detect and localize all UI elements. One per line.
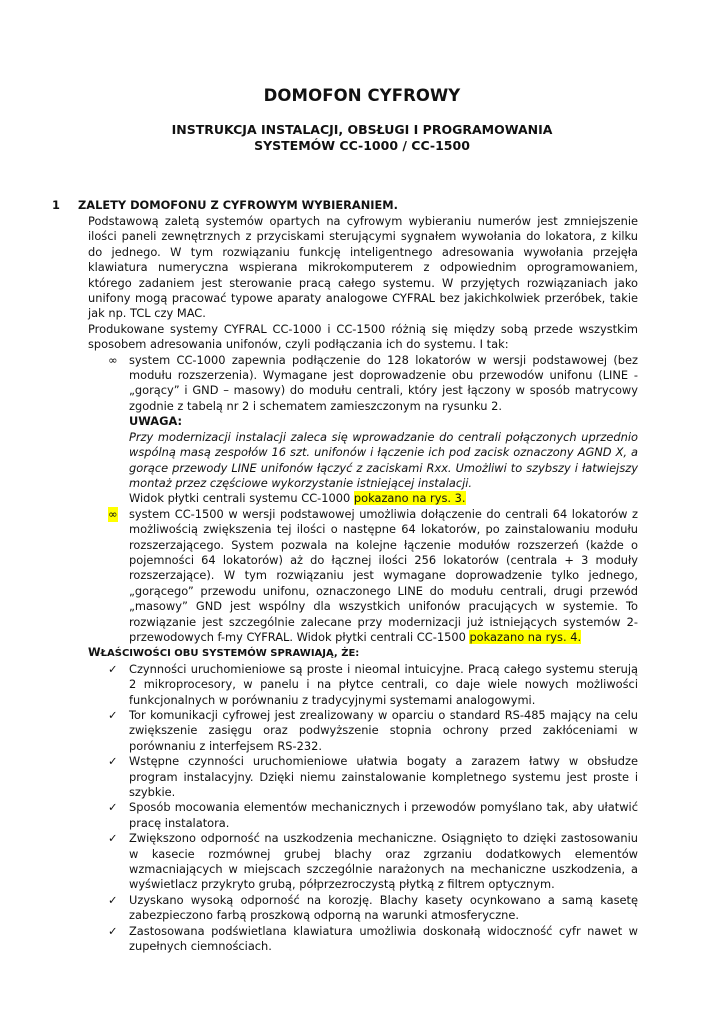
- feature-text: Zwiększono odporność na uszkodzenia mechaniczne. Osiągnięto to dzięki zastosowaniu w kasecie rozmównej grubej blachy oraz zgrzaniu dodatkowych elementów wzmacniających w miejscach szczególnie narażonych na mechaniczne uszkodzenia, a wyświetlacz przykryto grubą, półprzezroczystą płytką z filtrem optycznym.: [129, 831, 638, 892]
- figure-reference-highlight: pokazano na rys. 4.: [469, 629, 582, 644]
- feature-text: Wstępne czynności uruchomieniowe ułatwia bogaty a zarazem łatwy w obsłudze program instalacyjny. Dzięki niemu zainstalowanie kompletnego systemu jest proste i szybkie.: [129, 754, 638, 800]
- infinity-bullet-icon: ∞: [108, 506, 118, 521]
- board-view-reference: [129, 491, 638, 506]
- features-heading-text: ŁAŚCIWOŚCI OBU SYSTEMÓW SPRAWIAJĄ, ŻE:: [100, 648, 360, 660]
- feature-item: [88, 662, 638, 708]
- system-item-cc1500: [88, 507, 638, 646]
- checkmark-icon: ✓: [108, 831, 118, 846]
- system-description-text: system CC-1500 w wersji podstawowej umożliwia dołączenie do centrali 64 lokatorów z możliwością zwiększenia tej ilości o następne 64 lokatorów, po zainstalowaniu modułu rozszerzającego. System pozwala na kolejne łączenie modułów rozszerzeń (każde o pojemności 64 lokatorów) aż do łącznej ilości 256 lokatorów (centrala + 3 moduły rozszerzające). W tym rozwiązaniu jest wymagane doprowadzenie tylko jednego, „gorącego” przewodu unifonu, oznaczonego LINE do modułu centrali, drugi przewód „masowy” GND jest wspólny dla wszystkich unifonów pracujących w systemie. To rozwiązanie jest szczególnie zalecane przy modernizacji już istniejących systemów 2-przewodowych f-my CYFRAL. Widok płytki centrali CC-1500: [129, 506, 638, 644]
- checkmark-icon: ✓: [108, 754, 118, 769]
- system-description: [129, 507, 638, 646]
- system-description: system CC-1000 zapewnia podłączenie do 128 lokatorów w wersji podstawowej (bez modułu rozszerzenia). Wymagane jest doprowadzenie obu przewodów unifonu (LINE -„gorący” i GND – masowy) do modułu centrali, który jest łączony w sposób matrycowy zgodnie z tabelą nr 2 i schematem zamieszczonym na rysunku 2.: [129, 352, 638, 413]
- section-number: 1: [52, 198, 60, 212]
- feature-item: [88, 708, 638, 754]
- document-subtitle-line1: INSTRUKCJA INSTALACJI, OBSŁUGI I PROGRAMOWANIA: [171, 122, 553, 137]
- features-heading-initial: W: [88, 645, 101, 660]
- figure-reference-highlight: pokazano na rys. 3.: [353, 491, 466, 506]
- feature-text: Tor komunikacji cyfrowej jest zrealizowany w oparciu o standard RS-485 mający na celu zwiększenie zasięgu oraz podwyższenie stopnia ochrony przed zakłóceniami w porównaniu z interfejsem RS-232.: [129, 708, 638, 753]
- section-body: [88, 214, 638, 955]
- checkmark-icon: ✓: [108, 923, 118, 938]
- note-label: UWAGA:: [129, 414, 183, 429]
- document-title: DOMOFON CYFROWY: [263, 86, 461, 105]
- feature-text: Uzyskano wysoką odporność na korozję. Blachy kasety ocynkowano a samą kasetę zabezpieczono farbą proszkową odporną na warunki atmosferyczne.: [129, 892, 638, 923]
- checkmark-icon: ✓: [108, 661, 118, 676]
- feature-item: [88, 831, 638, 893]
- system-item-cc1000: [88, 353, 638, 507]
- checkmark-icon: ✓: [108, 708, 118, 722]
- section-title: ZALETY DOMOFONU Z CYFROWYM WYBIERANIEM.: [78, 198, 398, 212]
- feature-item: [88, 800, 638, 831]
- intro-paragraph: Podstawową zaletą systemów opartych na cyfrowym wybieraniu numerów jest zmniejszenie ilości paneli zewnętrznych z przyciskami sterującymi sygnałem wywołania do lokatora, z kilku do jednego. W tym rozwiązaniu funkcję inteligentnego adresowania wywołania przejęła klawiatura numeryczna wspierana mikrokomputerem z odpowiednim oprogramowaniem, którego zadaniem jest sterowanie pracą całego systemu. W przyjętych rozwiązaniach jako unifony mogą pracować typowe aparaty analogowe CYFRAL bez jakichkolwiek przeróbek, takie jak np. TCL czy MAC.: [88, 214, 638, 321]
- feature-item: [88, 893, 638, 924]
- features-heading: [88, 645, 638, 661]
- note-text: Przy modernizacji instalacji zaleca się wprowadzanie do centrali połączonych uprzednio wspólną masą zespołów 16 szt. unifonów i łączenie ich pod zacisk oznaczony AGND X, a gorące przewody LINE unifonów łączyć z zaciskami Rxx. Umożliwi to szybszy i łatwiejszy montaż przez częściowe wykorzystanie istniejącej instalacji.: [129, 429, 638, 490]
- feature-text: Czynności uruchomieniowe są proste i nieomal intuicyjne. Pracą całego systemu sterują 2 mikroprocesory, w panelu i na płytce centrali, co daje wiele nowych możliwości funkcjonalnych w porównaniu z tradycyjnymi systemami analogowymi.: [129, 661, 638, 707]
- checkmark-icon: ✓: [108, 800, 118, 815]
- intro-paragraph-systems: Produkowane systemy CYFRAL CC-1000 i CC-1500 różnią się między sobą przede wszystkim sposobem adresowania unifonów, czyli podłączania ich do systemu. I tak:: [88, 321, 638, 352]
- checkmark-icon: ✓: [108, 892, 118, 907]
- board-view-text: Widok płytki centrali systemu CC-1000: [129, 491, 354, 506]
- document-subtitle-line2: SYSTEMÓW CC-1000 / CC-1500: [254, 138, 470, 153]
- feature-text: Sposób mocowania elementów mechanicznych i przewodów pomyślano tak, aby ułatwić pracę instalatora.: [129, 800, 638, 830]
- section-heading: [52, 198, 398, 212]
- feature-text: Zastosowana podświetlana klawiatura umożliwia doskonałą widoczność cyfr nawet w zupełnych ciemnościach.: [129, 923, 638, 954]
- infinity-bullet-icon: ∞: [108, 352, 118, 367]
- feature-item: [88, 924, 638, 955]
- feature-item: [88, 754, 638, 800]
